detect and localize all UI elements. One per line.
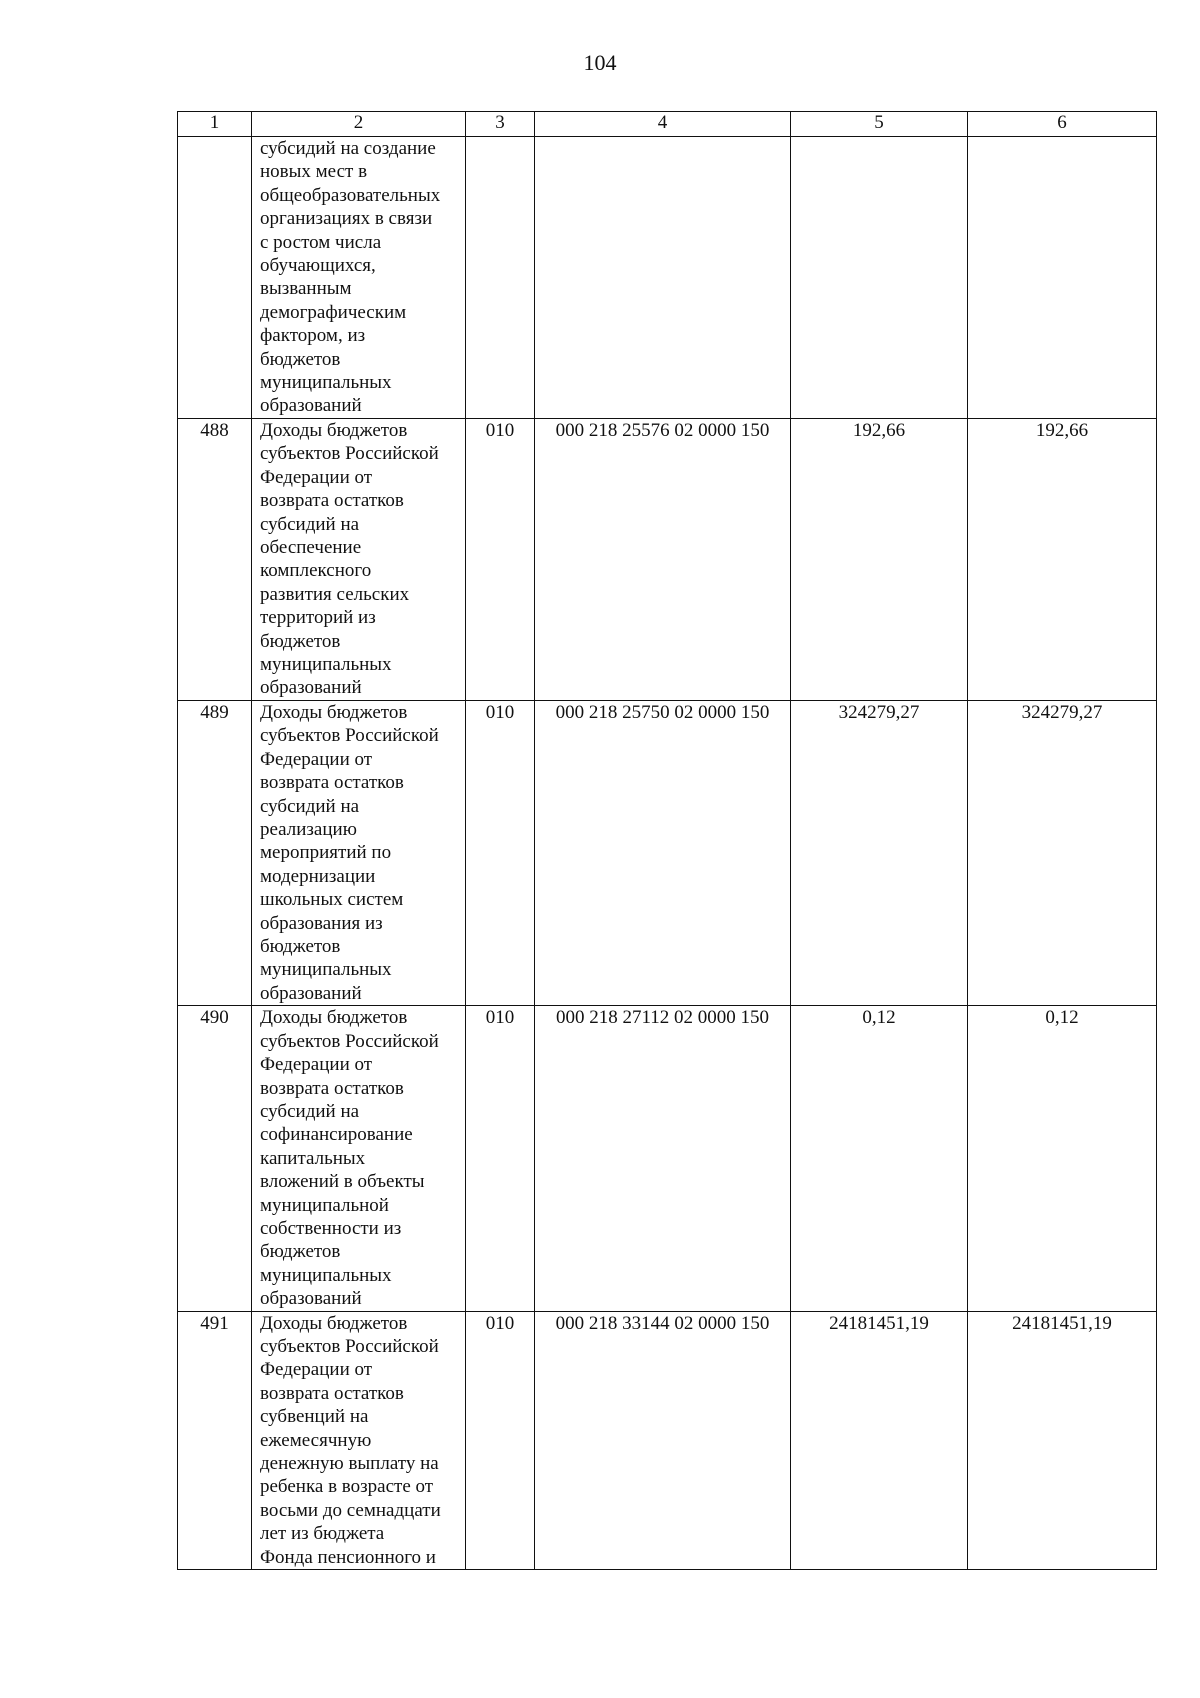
table-row xyxy=(178,137,1157,419)
description-line: образований xyxy=(260,395,362,417)
column-header: 5 xyxy=(791,112,968,137)
row-number-cell: 488 xyxy=(178,419,252,701)
description-line: Доходы бюджетов xyxy=(260,1007,408,1029)
description-line: бюджетов xyxy=(260,630,341,652)
revenue-table xyxy=(177,111,1157,1570)
description-cell xyxy=(252,1006,466,1311)
column-header: 1 xyxy=(178,112,252,137)
column-header: 6 xyxy=(968,112,1157,137)
description-line: субсидий на xyxy=(260,1100,360,1122)
description-cell xyxy=(252,701,466,1006)
description-line: Федерации от xyxy=(260,748,373,770)
budget-code-cell xyxy=(535,137,791,419)
description-line: образований xyxy=(260,1288,362,1310)
description-line: бюджетов xyxy=(260,1241,341,1263)
description-line: образований xyxy=(260,677,362,699)
amount-cell xyxy=(791,137,968,419)
description-line: субъектов Российской xyxy=(260,1030,439,1052)
amount-cell: 324279,27 xyxy=(791,701,968,1006)
description-line: фактором, из xyxy=(260,325,366,347)
description-line: денежную выплату на xyxy=(260,1453,439,1474)
description-line: демографическим xyxy=(260,301,407,323)
table-row xyxy=(178,701,1157,1006)
column-header: 3 xyxy=(466,112,535,137)
description-line: собственности из xyxy=(260,1217,402,1239)
description-line: образования из xyxy=(260,912,383,934)
description-line: субсидий на xyxy=(260,513,360,535)
budget-code-cell: 000 218 33144 02 0000 150 xyxy=(535,1311,791,1569)
header-row xyxy=(178,112,1157,137)
amount-cell: 192,66 xyxy=(968,419,1157,701)
page-number: 104 xyxy=(583,50,617,75)
description-line: новых мест в xyxy=(260,161,368,183)
budget-code-cell: 000 218 27112 02 0000 150 xyxy=(535,1006,791,1311)
description-line: с ростом числа xyxy=(260,231,382,253)
admin-code-cell xyxy=(466,137,535,419)
description-line: общеобразовательных xyxy=(260,184,441,206)
description-line: Федерации от xyxy=(260,1054,373,1076)
admin-code-cell: 010 xyxy=(466,701,535,1006)
table-row xyxy=(178,419,1157,701)
description-line: школьных систем xyxy=(260,889,404,911)
row-number-cell xyxy=(178,137,252,419)
description-cell xyxy=(252,1311,466,1569)
description-line: образований xyxy=(260,982,362,1004)
description-line: возврата остатков xyxy=(260,490,404,512)
admin-code-cell: 010 xyxy=(466,1311,535,1569)
budget-code-cell: 000 218 25750 02 0000 150 xyxy=(535,701,791,1006)
table-row xyxy=(178,1006,1157,1311)
admin-code-cell: 010 xyxy=(466,419,535,701)
description-line: восьми до семнадцати xyxy=(260,1499,441,1521)
description-line: обучающихся, xyxy=(260,255,376,277)
admin-code-cell: 010 xyxy=(466,1006,535,1311)
column-header: 4 xyxy=(535,112,791,137)
description-cell xyxy=(252,419,466,701)
description-line: Доходы бюджетов xyxy=(260,702,408,723)
description-line: Федерации от xyxy=(260,466,373,488)
description-line: муниципальных xyxy=(260,372,392,394)
amount-cell: 24181451,19 xyxy=(968,1311,1157,1569)
description-line: бюджетов xyxy=(260,348,341,370)
description-line: Федерации от xyxy=(260,1359,373,1381)
description-line: территорий из xyxy=(260,607,376,629)
description-line: ежемесячную xyxy=(260,1429,372,1451)
description-line: реализацию xyxy=(260,819,357,841)
amount-cell: 0,12 xyxy=(791,1006,968,1311)
row-number-cell: 491 xyxy=(178,1311,252,1569)
description-line: Доходы бюджетов xyxy=(260,1312,408,1334)
description-line: развития сельских xyxy=(260,583,410,605)
description-line: лет из бюджета xyxy=(260,1523,385,1545)
description-line: капитальных xyxy=(260,1147,366,1169)
description-line: модернизации xyxy=(260,865,376,887)
description-line: субъектов Российской xyxy=(260,1335,439,1357)
description-line: возврата остатков xyxy=(260,1077,404,1099)
amount-cell: 192,66 xyxy=(791,419,968,701)
description-line: организациях в связи xyxy=(260,208,433,230)
description-line: муниципальных xyxy=(260,1264,392,1286)
description-line: Доходы бюджетов xyxy=(260,420,408,441)
amount-cell: 24181451,19 xyxy=(791,1311,968,1569)
description-line: субвенций на xyxy=(260,1406,369,1428)
description-line: мероприятий по xyxy=(260,842,392,864)
row-number-cell: 489 xyxy=(178,701,252,1006)
description-line: возврата остатков xyxy=(260,772,404,794)
description-line: вложений в объекты xyxy=(260,1171,425,1193)
description-line: субъектов Российской xyxy=(260,725,439,747)
description-line: возврата остатков xyxy=(260,1382,404,1404)
description-line: муниципальных xyxy=(260,654,392,676)
description-line: субсидий на xyxy=(260,795,360,817)
column-header: 2 xyxy=(252,112,466,137)
description-line: субъектов Российской xyxy=(260,443,439,465)
table-row xyxy=(178,1311,1157,1569)
description-line: комплексного xyxy=(260,560,372,582)
row-number-cell: 490 xyxy=(178,1006,252,1311)
description-cell xyxy=(252,137,466,419)
description-line: муниципальной xyxy=(260,1194,389,1216)
description-line: Фонда пенсионного и xyxy=(260,1546,436,1568)
amount-cell xyxy=(968,137,1157,419)
description-line: субсидий на создание xyxy=(260,138,436,159)
budget-code-cell: 000 218 25576 02 0000 150 xyxy=(535,419,791,701)
description-line: софинансирование xyxy=(260,1124,413,1146)
amount-cell: 324279,27 xyxy=(968,701,1157,1006)
description-line: вызванным xyxy=(260,278,352,300)
description-line: ребенка в возрасте от xyxy=(260,1476,434,1498)
description-line: обеспечение xyxy=(260,537,362,559)
description-line: бюджетов xyxy=(260,936,341,958)
description-line: муниципальных xyxy=(260,959,392,981)
amount-cell: 0,12 xyxy=(968,1006,1157,1311)
